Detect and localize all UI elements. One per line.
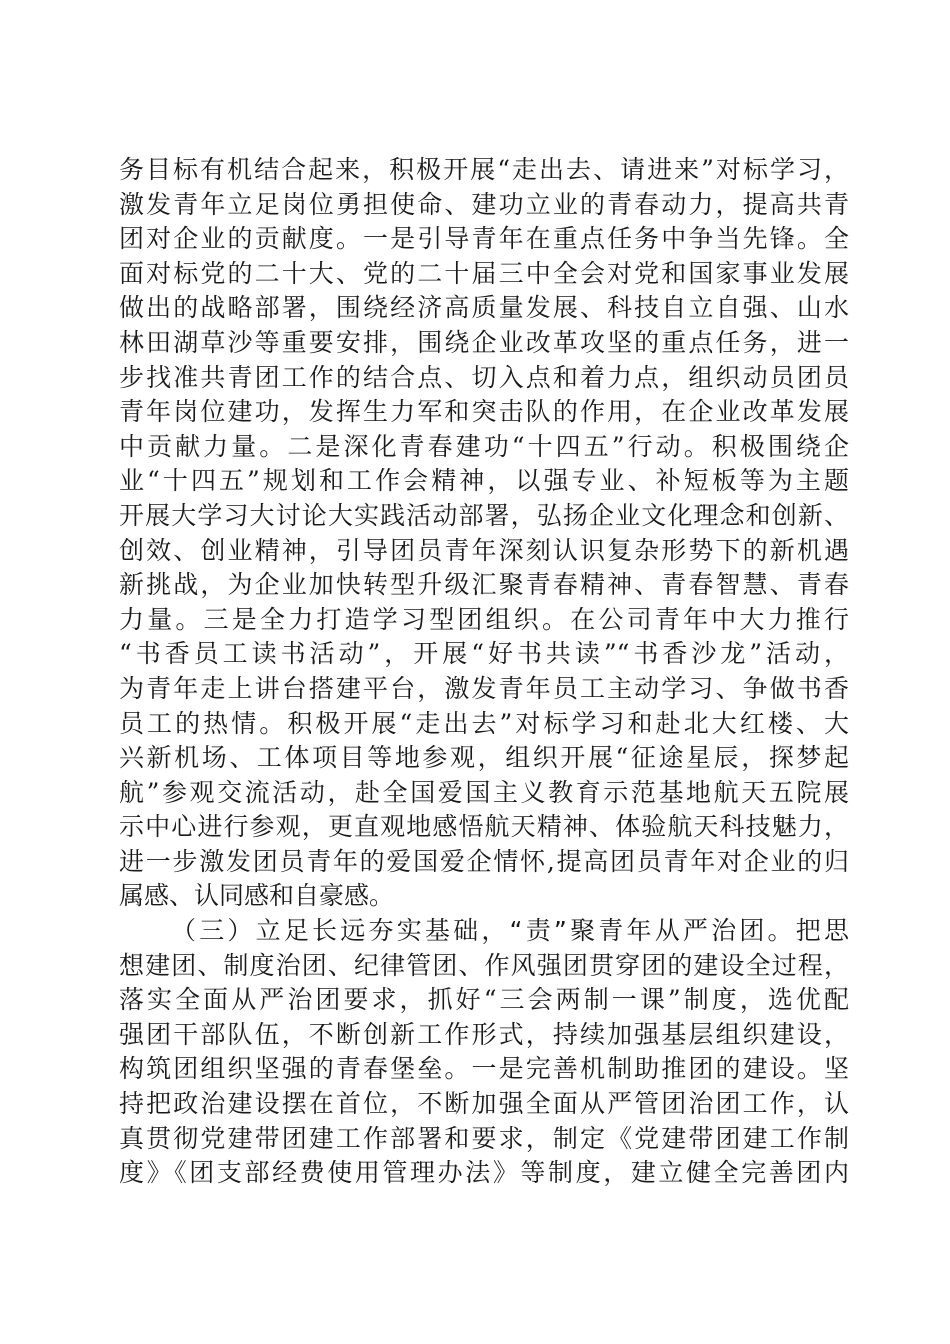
paragraph-line: 开展大学习大讨论大实践活动部署，弘扬企业文化理念和创新、 bbox=[119, 500, 849, 530]
paragraph-line: 真贯彻党建带团建工作部署和要求，制定《党建带团建工作制 bbox=[119, 1123, 849, 1153]
paragraph-line: 示中心进行参观，更直观地感悟航天精神、体验航天科技魅力， bbox=[119, 812, 849, 842]
section-heading-tail: 把思 bbox=[795, 916, 849, 946]
paragraph-line: 力量。三是全力打造学习型团组织。在公司青年中大力推行 bbox=[119, 604, 849, 634]
paragraph-line: 航”参观交流活动，赴全国爱国主义教育示范基地航天五院展 bbox=[119, 777, 849, 807]
paragraph-line: 新挑战，为企业加快转型升级汇聚青春精神、青春智慧、青春 bbox=[119, 570, 849, 600]
paragraph-line: 持把政治建设摆在首位，不断加强全面从严管团治团工作，认 bbox=[119, 1089, 849, 1119]
paragraph-line: 兴新机场、工体项目等地参观，组织开展“征途星辰，探梦起 bbox=[119, 743, 849, 773]
body-text bbox=[119, 153, 849, 1191]
paragraph-line: 步找准共青团工作的结合点、切入点和着力点，组织动员团员 bbox=[119, 362, 849, 392]
paragraph-line: 属感、认同感和自豪感。 bbox=[119, 881, 395, 911]
paragraph-line: 强团干部队伍，不断创新工作形式，持续加强基层组织建设， bbox=[119, 1019, 849, 1049]
paragraph-line: 进一步激发团员青年的爱国爱企情怀,提高团员青年对企业的归 bbox=[119, 846, 849, 876]
section-heading-line bbox=[119, 914, 849, 949]
paragraph-line: 中贡献力量。二是深化青春建功“十四五”行动。积极围绕企 bbox=[119, 431, 849, 461]
paragraph-line: 做出的战略部署，围绕经济高质量发展、科技自立自强、山水 bbox=[119, 293, 849, 323]
paragraph-line: 务目标有机结合起来，积极开展“走出去、请进来”对标学习， bbox=[119, 155, 849, 184]
paragraph-line: 构筑团组织坚强的青春堡垒。一是完善机制助推团的建设。坚 bbox=[119, 1054, 849, 1084]
paragraph-line: 度》《团支部经费使用管理办法》等制度，建立健全完善团内 bbox=[119, 1158, 849, 1188]
paragraph-line: 激发青年立足岗位勇担使命、建功立业的青春动力，提高共青 bbox=[119, 189, 849, 219]
paragraph-line: 青年岗位建功，发挥生力军和突击队的作用，在企业改革发展 bbox=[119, 397, 849, 427]
paragraph-line: 团对企业的贡献度。一是引导青年在重点任务中争当先锋。全 bbox=[119, 224, 849, 254]
paragraph-line: 业“十四五”规划和工作会精神，以强专业、补短板等为主题 bbox=[119, 466, 849, 496]
paragraph-line: 为青年走上讲台搭建平台，激发青年员工主动学习、争做书香 bbox=[119, 673, 849, 703]
paragraph-line: 林田湖草沙等重要安排，围绕企业改革攻坚的重点任务，进一 bbox=[119, 327, 849, 357]
paragraph-line: 创效、创业精神，引导团员青年深刻认识复杂形势下的新机遇 bbox=[119, 535, 849, 565]
paragraph-line: “书香员工读书活动”，开展“好书共读”“书香沙龙”活动， bbox=[119, 639, 849, 669]
paragraph-line: 面对标党的二十大、党的二十届三中全会对党和国家事业发展 bbox=[119, 258, 849, 288]
paragraph-line: 想建团、制度治团、纪律管团、作风强团贯穿团的建设全过程， bbox=[119, 950, 849, 980]
paragraph-line: 落实全面从严治团要求，抓好“三会两制一课”制度，选优配 bbox=[119, 985, 849, 1015]
paragraph-line: 员工的热情。积极开展“走出去”对标学习和赴北大红楼、大 bbox=[119, 708, 849, 738]
section-heading: （三）立足长远夯实基础，“责”聚青年从严治团。 bbox=[171, 916, 796, 946]
